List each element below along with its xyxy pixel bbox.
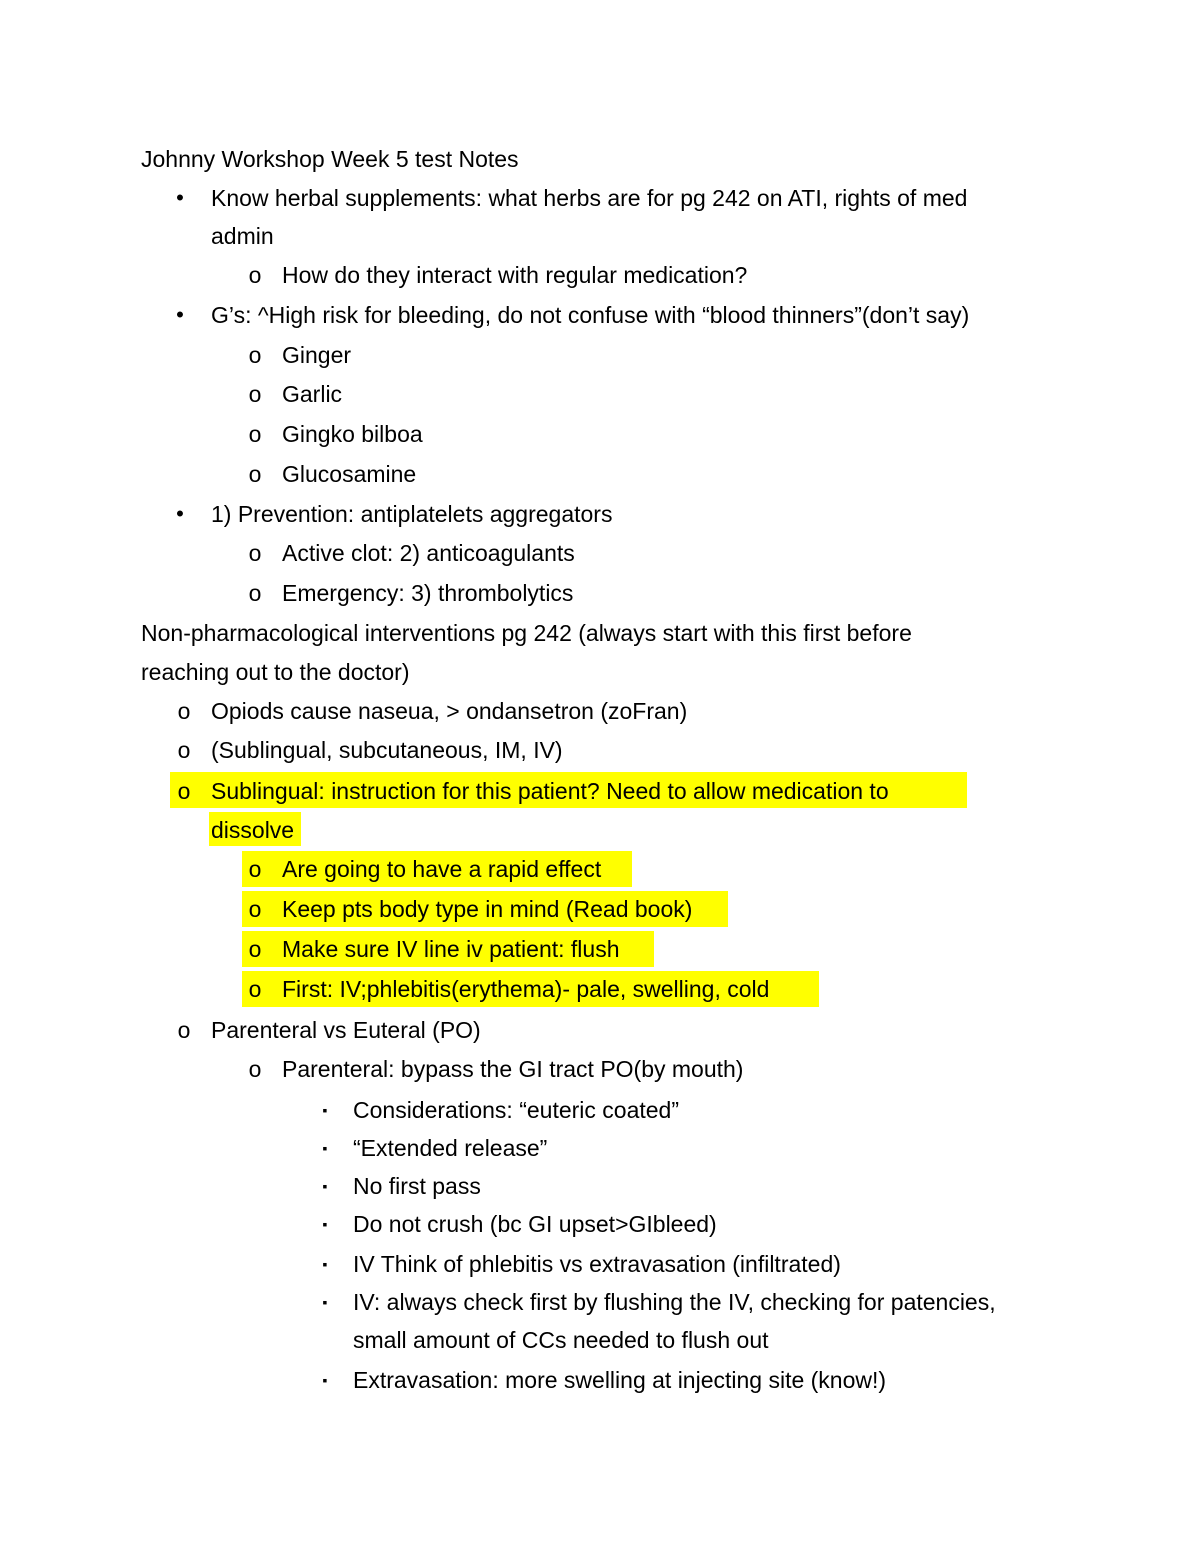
list-item: Keep pts body type in mind (Read book)	[282, 896, 693, 922]
parenteral-sub: Parenteral: bypass the GI tract PO(by mouth)	[282, 1056, 744, 1082]
circle-marker: o	[248, 461, 262, 487]
list-item: Considerations: “euteric coated”	[353, 1097, 679, 1123]
circle-marker: o	[248, 856, 262, 882]
circle-marker: o	[177, 737, 191, 763]
list-item: “Extended release”	[353, 1135, 548, 1161]
parenteral-heading: Parenteral vs Euteral (PO)	[211, 1017, 481, 1043]
square-marker: ▪	[322, 1178, 328, 1194]
list-item: No first pass	[353, 1173, 481, 1199]
square-marker: ▪	[322, 1372, 328, 1388]
circle-marker: o	[177, 1017, 191, 1043]
circle-marker: o	[248, 342, 262, 368]
sublingual-line-1: Sublingual: instruction for this patient? Need to allow medication to	[211, 778, 889, 804]
circle-marker: o	[248, 896, 262, 922]
page-title: Johnny Workshop Week 5 test Notes	[141, 146, 519, 172]
list-item: Ginger	[282, 342, 352, 368]
nonpharm-line-2: reaching out to the doctor)	[141, 659, 410, 685]
list-item: Are going to have a rapid effect	[282, 856, 602, 882]
list-item: Glucosamine	[282, 461, 417, 487]
nonpharm-line-1: Non-pharmacological interventions pg 242 (always start with this first before	[141, 620, 912, 646]
list-item: First: IV;phlebitis(erythema)- pale, swelling, cold	[282, 976, 770, 1002]
list-item: Emergency: 3) thrombolytics	[282, 580, 574, 606]
herbal-line-2: admin	[211, 223, 274, 249]
circle-marker: o	[248, 381, 262, 407]
bullet-marker: •	[176, 302, 184, 327]
circle-marker: o	[177, 698, 191, 724]
circle-marker: o	[248, 1056, 262, 1082]
circle-marker: o	[248, 262, 262, 288]
circle-marker: o	[177, 778, 191, 804]
circle-marker: o	[248, 976, 262, 1002]
list-item: IV: always check first by flushing the IV, checking for patencies,	[353, 1289, 996, 1315]
routes-list: (Sublingual, subcutaneous, IM, IV)	[211, 737, 563, 763]
sublingual-line-2: dissolve	[211, 817, 295, 843]
bullet-marker: •	[176, 185, 184, 210]
herbal-interact: How do they interact with regular medication?	[282, 262, 748, 288]
gs-heading: G’s: ^High risk for bleeding, do not confuse with “blood thinners”(don’t say)	[211, 302, 970, 328]
prevention-heading: 1) Prevention: antiplatelets aggregators	[211, 501, 613, 527]
list-item: Do not crush (bc GI upset>GIbleed)	[353, 1211, 717, 1237]
circle-marker: o	[248, 580, 262, 606]
list-item: Extravasation: more swelling at injecting site (know!)	[353, 1367, 887, 1393]
list-item: Gingko bilboa	[282, 421, 423, 447]
list-item: Active clot: 2) anticoagulants	[282, 540, 575, 566]
square-marker: ▪	[322, 1102, 328, 1118]
square-marker: ▪	[322, 1294, 328, 1310]
list-item: Garlic	[282, 381, 343, 407]
opiods-note: Opiods cause naseua, > ondansetron (zoFran)	[211, 698, 688, 724]
circle-marker: o	[248, 936, 262, 962]
bullet-marker: •	[176, 501, 184, 526]
square-marker: ▪	[322, 1216, 328, 1232]
list-item: Make sure IV line iv patient: flush	[282, 936, 620, 962]
list-item: IV Think of phlebitis vs extravasation (infiltrated)	[353, 1251, 841, 1277]
circle-marker: o	[248, 421, 262, 447]
list-item-continuation: small amount of CCs needed to flush out	[353, 1327, 769, 1353]
circle-marker: o	[248, 540, 262, 566]
square-marker: ▪	[322, 1140, 328, 1156]
square-marker: ▪	[322, 1256, 328, 1272]
herbal-line-1: Know herbal supplements: what herbs are for pg 242 on ATI, rights of med	[211, 185, 968, 211]
